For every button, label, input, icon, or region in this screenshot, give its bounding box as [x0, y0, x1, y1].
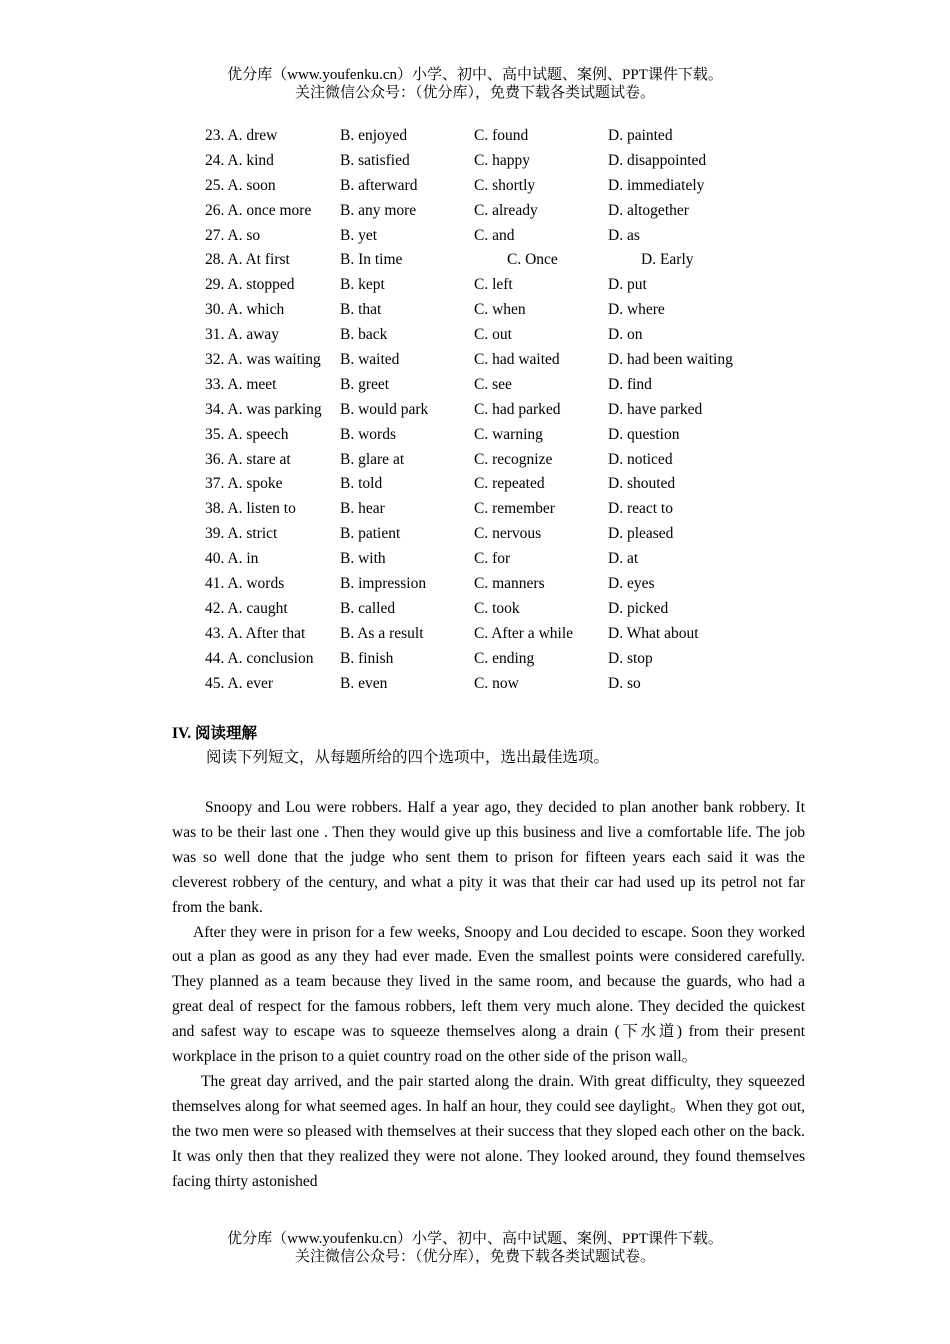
reading-passage — [172, 796, 805, 1195]
option-c: C. now — [474, 674, 519, 692]
option-c: C. for — [474, 550, 511, 568]
option-a: 25. A. soon — [205, 176, 276, 194]
option-a: 38. A. listen to — [205, 500, 296, 518]
option-d: D. put — [608, 276, 647, 294]
option-row-45 — [205, 672, 805, 697]
section-instruction: 阅读下列短文，从每题所给的四个选项中，选出最佳选项。 — [206, 749, 610, 766]
option-b: B. told — [340, 475, 383, 493]
option-d: D. find — [608, 375, 652, 393]
option-d: D. question — [608, 425, 680, 443]
page-header — [0, 66, 950, 102]
option-row-43 — [205, 622, 805, 647]
option-a: 42. A. caught — [205, 599, 288, 617]
option-row-32 — [205, 348, 805, 373]
option-c: C. found — [474, 127, 529, 144]
option-a: 37. A. spoke — [205, 475, 283, 493]
option-a: 32. A. was waiting — [205, 351, 321, 369]
option-row-37 — [205, 472, 805, 497]
option-a: 34. A. was parking — [205, 400, 322, 418]
passage-paragraph-2: After they were in prison for a few weeks, Snoopy and Lou decided to escape. Soon they worked out a plan as good as any they had ever made. Even the smallest points were considered carefully. They planned as a team because they lived in the same room, and because the guards, who had a great deal of respect for the famous robbers, left them very much alone. They decided the quickest and safest way to escape was to squeeze themselves along a drain (下水道) from their present workplace in the prison to a quiet country road on the other side of the prison wall。 — [172, 923, 805, 1066]
option-d: D. had been waiting — [608, 351, 733, 369]
passage-paragraph-3: The great day arrived, and the pair started along the drain. With great difficulty, they squeezed themselves along for what seemed ages. In half an hour, they could see daylight。When they got out, the two men were so pleased with themselves at their success that they sloped each other on the back. It was only then that they realized they were not alone. They looked around, they found themselves facing thirty astonished — [172, 1072, 805, 1190]
option-a: 24. A. kind — [205, 151, 274, 169]
option-d: D. have parked — [608, 400, 703, 418]
option-c: C. see — [474, 375, 512, 393]
option-d: D. eyes — [608, 575, 655, 593]
passage-paragraph-1: Snoopy and Lou were robbers. Half a year ago, they decided to plan another bank robbery. It was to be their last one . Then they would give up this business and live a comfortable life. The job was so well done that the judge who sent them to prison for fifteen years each said it was the cleverest robbery of the century, and what a pity it was that their car had used up its petrol not far from the bank. — [172, 799, 805, 916]
option-d: D. react to — [608, 500, 673, 518]
option-row-42 — [205, 597, 805, 622]
option-c: C. and — [474, 226, 515, 244]
option-d: D. Early — [641, 251, 694, 269]
option-c: C. After a while — [474, 624, 574, 642]
option-a: 39. A. strict — [205, 525, 278, 543]
option-a: 45. A. ever — [205, 674, 274, 692]
option-b: B. with — [340, 550, 386, 568]
option-a: 23. A. drew — [205, 127, 278, 144]
option-b: B. patient — [340, 525, 401, 543]
footer-line-2: 关注微信公众号：（优分库），免费下载各类试题试卷。 — [294, 1249, 655, 1265]
page-footer — [0, 1230, 950, 1266]
option-row-23 — [205, 124, 805, 149]
option-b: B. In time — [340, 251, 403, 269]
option-c: C. repeated — [474, 475, 545, 493]
option-row-26 — [205, 199, 805, 224]
option-d: D. so — [608, 674, 641, 692]
option-b: B. hear — [340, 500, 385, 518]
option-b: B. would park — [340, 400, 429, 418]
option-b: B. called — [340, 599, 396, 617]
option-a: 44. A. conclusion — [205, 649, 314, 667]
option-a: 27. A. so — [205, 226, 261, 244]
option-d: D. on — [608, 326, 643, 344]
option-row-29 — [205, 273, 805, 298]
option-row-40 — [205, 547, 805, 572]
option-c: C. happy — [474, 151, 530, 169]
cloze-options — [205, 124, 805, 696]
header-line-2: 关注微信公众号：（优分库），免费下载各类试题试卷。 — [294, 85, 655, 101]
option-d: D. shouted — [608, 475, 676, 493]
option-b: B. that — [340, 301, 382, 319]
option-b: B. words — [340, 425, 396, 443]
option-d: D. What about — [608, 624, 699, 642]
option-c: C. shortly — [474, 176, 536, 194]
option-a: 29. A. stopped — [205, 276, 295, 294]
section-title: IV. 阅读理解 — [172, 725, 257, 742]
option-a: 26. A. once more — [205, 201, 312, 219]
option-a: 30. A. which — [205, 301, 285, 319]
option-c: C. Once — [507, 251, 558, 269]
option-d: D. disappointed — [608, 151, 707, 169]
option-b: B. back — [340, 326, 388, 344]
option-c: C. ending — [474, 649, 535, 667]
option-c: C. recognize — [474, 450, 553, 468]
option-a: 36. A. stare at — [205, 450, 291, 468]
option-a: 31. A. away — [205, 326, 280, 344]
option-a: 41. A. words — [205, 575, 285, 593]
option-row-31 — [205, 323, 805, 348]
option-c: C. manners — [474, 575, 545, 593]
option-row-30 — [205, 298, 805, 323]
footer-line-1: 优分库（www.youfenku.cn）小学、初中、高中试题、案例、PPT课件下载。 — [227, 1231, 723, 1247]
option-c: C. warning — [474, 425, 543, 443]
option-b: B. afterward — [340, 176, 418, 194]
option-c: C. nervous — [474, 525, 542, 543]
option-d: D. stop — [608, 649, 653, 667]
option-d: D. altogether — [608, 201, 689, 219]
option-b: B. any more — [340, 201, 417, 219]
option-d: D. at — [608, 550, 639, 568]
option-d: D. immediately — [608, 176, 705, 194]
option-c: C. out — [474, 326, 512, 344]
option-c: C. left — [474, 276, 513, 294]
option-b: B. kept — [340, 276, 385, 294]
option-row-24 — [205, 149, 805, 174]
option-b: B. yet — [340, 226, 378, 244]
option-row-39 — [205, 522, 805, 547]
option-row-27 — [205, 224, 805, 249]
option-d: D. pleased — [608, 525, 674, 543]
option-a: 43. A. After that — [205, 624, 306, 642]
option-c: C. had waited — [474, 351, 560, 369]
option-d: D. noticed — [608, 450, 673, 468]
option-d: D. where — [608, 301, 665, 319]
option-a: 35. A. speech — [205, 425, 289, 443]
option-a: 40. A. in — [205, 550, 259, 568]
option-d: D. painted — [608, 127, 673, 144]
option-a: 33. A. meet — [205, 375, 277, 393]
option-row-41 — [205, 572, 805, 597]
option-b: B. even — [340, 674, 388, 692]
option-c: C. when — [474, 301, 526, 319]
option-row-35 — [205, 423, 805, 448]
option-b: B. satisfied — [340, 151, 410, 169]
option-b: B. waited — [340, 351, 400, 369]
option-d: D. picked — [608, 599, 669, 617]
option-a: 28. A. At first — [205, 251, 290, 269]
option-b: B. enjoyed — [340, 127, 408, 144]
option-c: C. already — [474, 201, 538, 219]
option-d: D. as — [608, 226, 640, 244]
option-row-33 — [205, 373, 805, 398]
option-c: C. took — [474, 599, 520, 617]
option-row-36 — [205, 448, 805, 473]
header-line-1: 优分库（www.youfenku.cn）小学、初中、高中试题、案例、PPT课件下载。 — [227, 67, 723, 83]
option-b: B. As a result — [340, 624, 424, 642]
option-b: B. greet — [340, 375, 390, 393]
option-row-34 — [205, 398, 805, 423]
option-row-28 — [205, 248, 805, 273]
option-row-44 — [205, 647, 805, 672]
option-row-25 — [205, 174, 805, 199]
option-b: B. finish — [340, 649, 394, 667]
option-b: B. glare at — [340, 450, 405, 468]
option-c: C. remember — [474, 500, 555, 518]
option-b: B. impression — [340, 575, 427, 593]
option-row-38 — [205, 497, 805, 522]
option-c: C. had parked — [474, 400, 561, 418]
